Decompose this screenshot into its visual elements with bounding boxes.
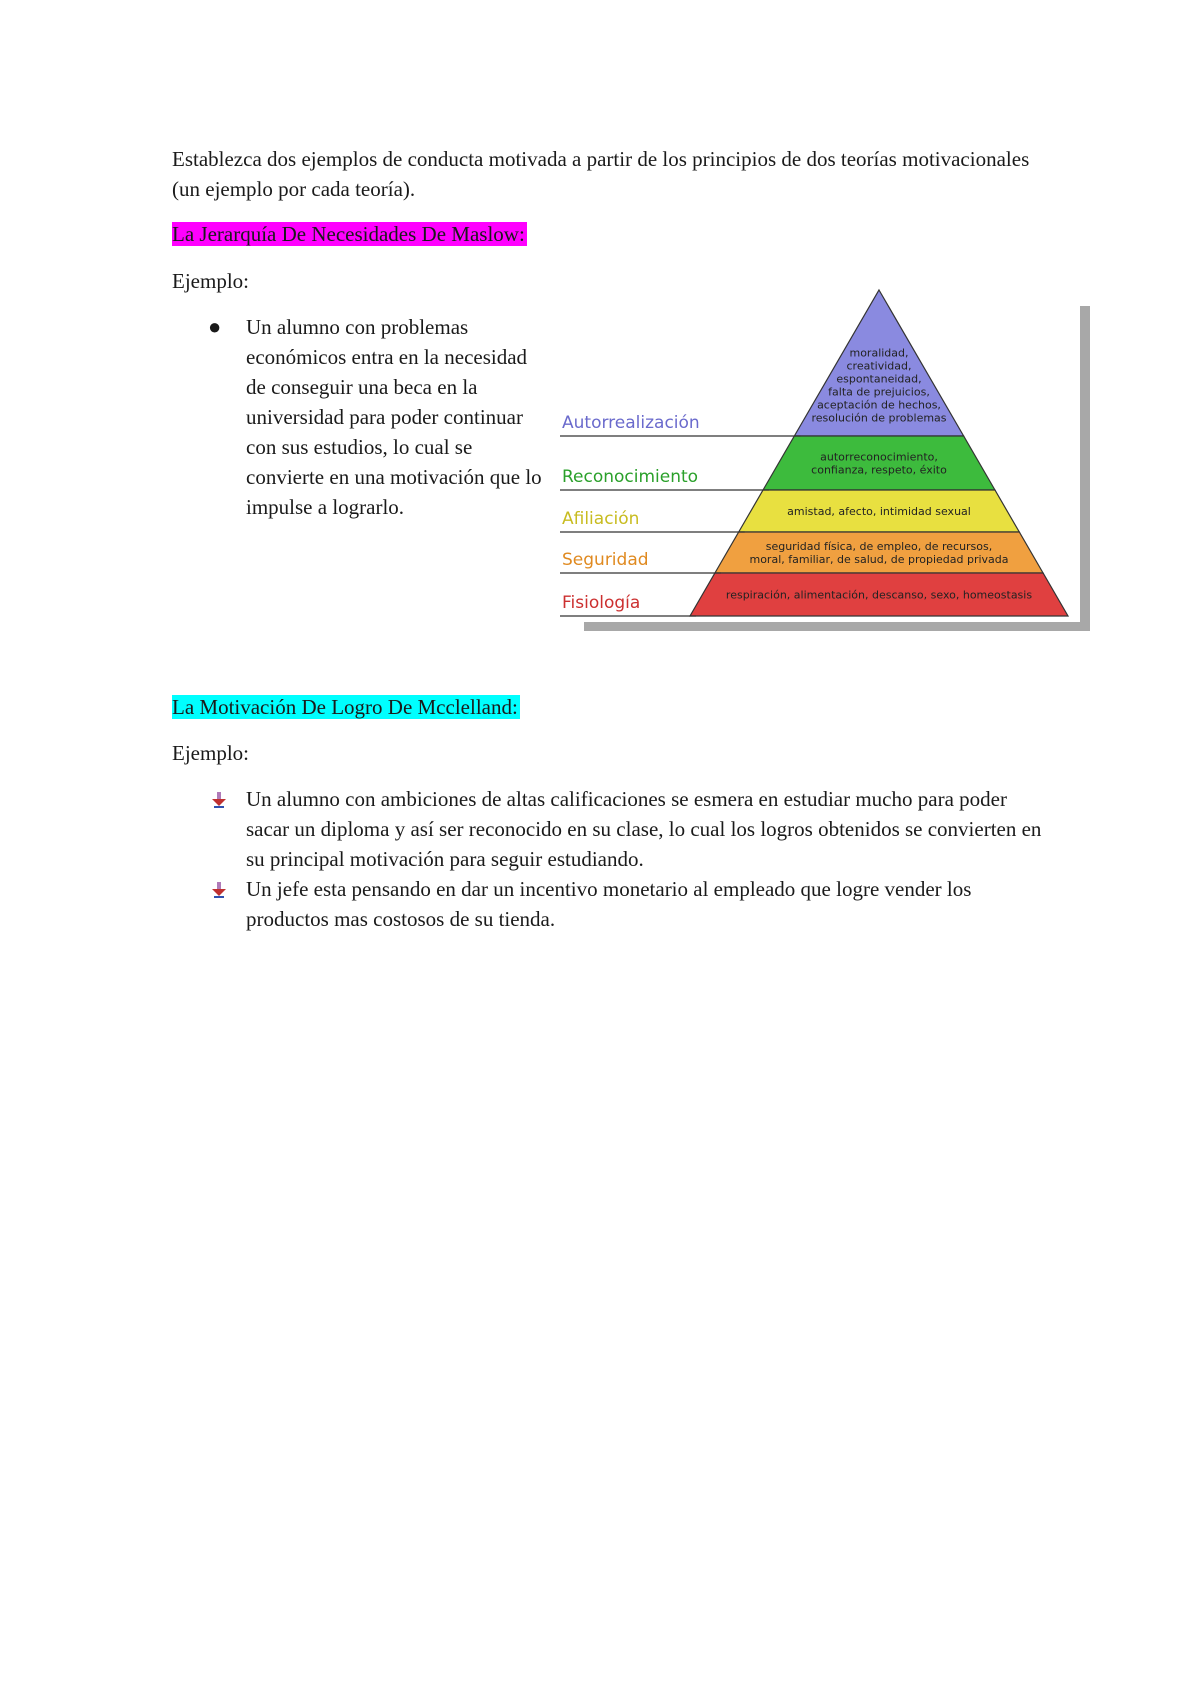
maslow-pyramid-diagram: [560, 286, 1090, 636]
example-label-1: Ejemplo:: [172, 269, 249, 293]
pyramid-level-text: seguridad física, de empleo, de recursos,: [765, 540, 993, 553]
arrow-down-bullet-icon: [212, 882, 226, 898]
pyramid-level-text: confianza, respeto, éxito: [811, 463, 947, 477]
pyramid-level-label: Seguridad: [562, 550, 649, 570]
pyramid-level-text: falta de prejuicios,: [828, 385, 930, 399]
pyramid-level-text: amistad, afecto, intimidad sexual: [787, 505, 971, 518]
pyramid-level-label: Reconocimiento: [562, 467, 699, 487]
pyramid-level-text: autorreconocimiento,: [820, 450, 938, 464]
pyramid-level-text: aceptación de hechos,: [817, 398, 941, 412]
pyramid-level-label: Fisiología: [562, 593, 641, 613]
pyramid-level-text: moral, familiar, de salud, de propiedad privada: [749, 553, 1009, 566]
pyramid-level-text: respiración, alimentación, descanso, sexo, homeostasis: [725, 588, 1033, 602]
pyramid-level-label: Autorrealización: [562, 413, 700, 433]
mcclelland-list: [172, 784, 1052, 934]
intro-paragraph: Establezca dos ejemplos de conducta motivada a partir de los principios de dos teorías motivacionales (un ejemplo por cada teoría).: [172, 147, 1030, 201]
maslow-bullet-item: [172, 312, 552, 522]
section-heading-mcclelland: [172, 692, 520, 722]
example-label-2: Ejemplo:: [172, 741, 249, 765]
pyramid-level-label: Afiliación: [562, 509, 640, 529]
bullet-dot-icon: ●: [208, 314, 222, 339]
mcclelland-heading-text: La Motivación De Logro De Mcclelland:: [172, 695, 518, 719]
list-item-text: Un jefe esta pensando en dar un incentivo monetario al empleado que logre vender los productos mas costosos de su tienda.: [246, 877, 972, 931]
pyramid-level-text: espontaneidad,: [836, 372, 922, 386]
maslow-bullet-text: Un alumno con problemas económicos entra en la necesidad de conseguir una beca en la universidad para poder continuar con sus estudios, lo cual se convierte en una motivación que lo impulse a lograrlo.: [246, 315, 542, 519]
arrow-down-bullet-icon: [212, 792, 226, 808]
maslow-pyramid-figure: [560, 286, 1090, 636]
pyramid-level-text: resolución de problemas: [811, 411, 947, 425]
maslow-heading-text: La Jerarquía De Necesidades De Maslow:: [172, 222, 525, 246]
list-item: [172, 784, 1052, 874]
pyramid-level-text: creatividad,: [846, 359, 912, 373]
list-item: [172, 874, 1052, 934]
section-heading-maslow: [172, 219, 527, 249]
list-item-text: Un alumno con ambiciones de altas calificaciones se esmera en estudiar mucho para poder sacar un diploma y así ser reconocido en su clase, lo cual los logros obtenidos se convierten en su principal motivación para seguir estudiando.: [246, 787, 1042, 871]
pyramid-level-text: moralidad,: [849, 346, 909, 360]
